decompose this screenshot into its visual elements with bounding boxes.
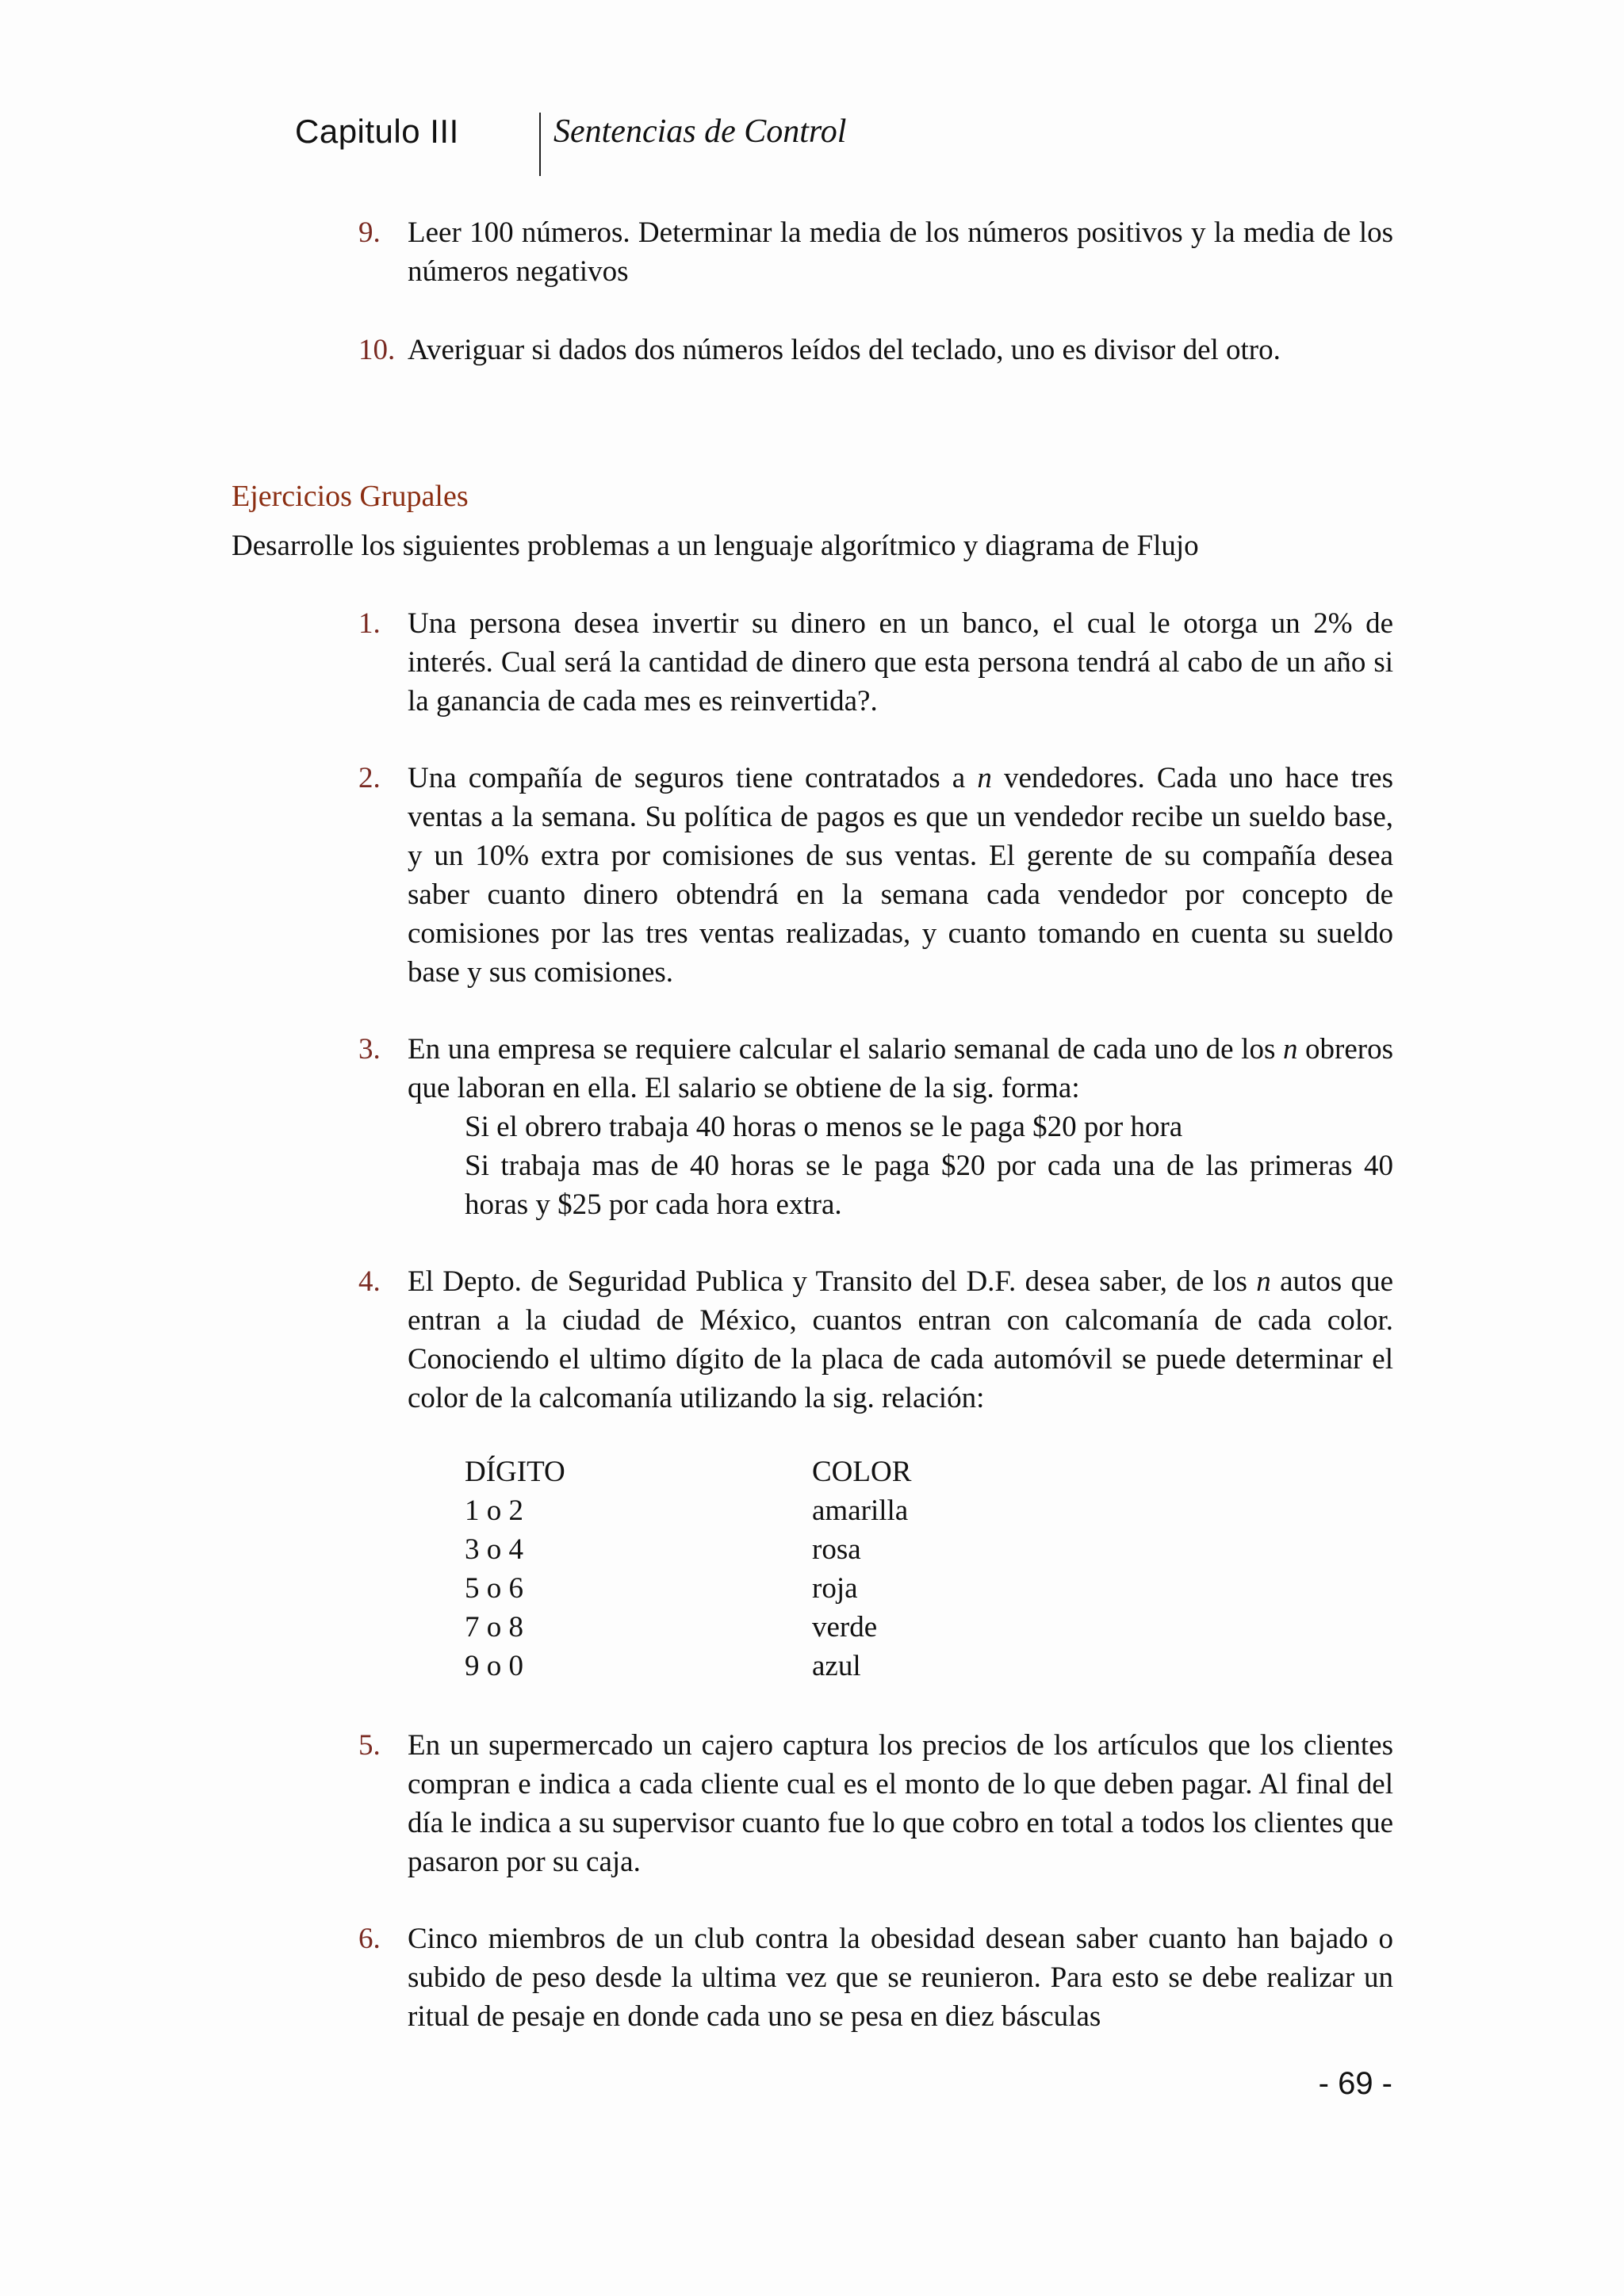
exercise-item-9: [358, 213, 1393, 291]
page-number: - 69 -: [1318, 2066, 1392, 2101]
exercise-text: Averiguar si dados dos números leídos del teclado, uno es divisor del otro.: [408, 334, 1281, 366]
exercise-text: En una empresa se requiere calcular el salario semanal de cada uno de los n obreros que laboran en ella. El salario se obtiene de la sig. forma:: [408, 1033, 1394, 1104]
variable-n: n: [1282, 1033, 1298, 1066]
exercise-text: El Depto. de Seguridad Publica y Transito del D.F. desea saber, de los n autos que entran a la ciudad de México, cuantos entran con calcomanía de cada color. Conociendo el ultimo dígito de la placa de cada automóvil se puede determinar el color de la calcomanía utilizando la sig. relación:: [408, 1265, 1393, 1414]
section-heading: Ejercicios Grupales: [232, 480, 469, 513]
exercise-text: Cinco miembros de un club contra la obesidad desean saber cuanto han bajado o subido de peso desde la ultima vez que se reunieron. Para esto se debe realizar un ritual de pesaje en donde cada uno se pesa en diez básculas: [408, 1923, 1393, 2033]
exercise-item-2: [358, 759, 1393, 992]
exercise-item-3: [358, 1030, 1393, 1224]
exercise-number: 4.: [358, 1265, 381, 1298]
exercise-text: Una persona desea invertir su dinero en un banco, el cual le otorga un 2% de interés. Cual será la cantidad de dinero que esta persona tendrá al cabo de un año si la ganancia de cada mes es reinvertida?.: [408, 607, 1393, 718]
header-divider: [539, 113, 541, 176]
exercise-text: En un supermercado un cajero captura los precios de los artículos que los clientes compran e indica a cada cliente cual es el monto de lo que deben pagar. Al final del día le indica a su supervisor cuanto fue lo que cobro en total a todos los clientes que pasaron por su caja.: [408, 1729, 1393, 1878]
chapter-label: Capitulo III: [295, 113, 459, 150]
exercise-item-1: [358, 604, 1393, 721]
exercise-number: 5.: [358, 1729, 381, 1762]
exercise-number: 10.: [358, 334, 396, 366]
exercise-item-5: [358, 1726, 1393, 1881]
table-cell-digit: 1 o 2: [465, 1494, 523, 1527]
exercise-item-6: [358, 1919, 1393, 2036]
variable-n: n: [1256, 1265, 1271, 1298]
exercise-text: Leer 100 números. Determinar la media de los números positivos y la media de los números negativos: [408, 216, 1393, 288]
table-header-digit: DÍGITO: [465, 1456, 565, 1488]
table-cell-digit: 3 o 4: [465, 1533, 523, 1566]
table-cell-digit: 7 o 8: [465, 1611, 523, 1644]
exercise-number: 1.: [358, 607, 381, 640]
exercise-item-10: [358, 331, 1393, 369]
section-title: Sentencias de Control: [553, 113, 847, 150]
table-cell-color: amarilla: [812, 1494, 909, 1527]
table-cell-color: roja: [812, 1572, 858, 1605]
exercise-number: 2.: [358, 762, 381, 794]
exercise-number: 3.: [358, 1033, 381, 1066]
table-header-color: COLOR: [812, 1456, 912, 1488]
exercise-item-4: [358, 1262, 1393, 1418]
exercise-number: 9.: [358, 216, 381, 249]
table-cell-color: azul: [812, 1650, 861, 1682]
exercise-subtext: Si el obrero trabaja 40 horas o menos se le paga $20 por hora: [465, 1111, 1183, 1143]
exercise-number: 6.: [358, 1923, 381, 1955]
table-cell-color: verde: [812, 1611, 878, 1644]
table-cell-digit: 9 o 0: [465, 1650, 523, 1682]
section-intro: Desarrolle los siguientes problemas a un lenguaje algorítmico y diagrama de Flujo: [232, 530, 1199, 562]
table-cell-color: rosa: [812, 1533, 861, 1566]
exercise-text: Una compañía de seguros tiene contratados a n vendedores. Cada uno hace tres ventas a la semana. Su política de pagos es que un vendedor recibe un sueldo base, y un 10% extra por comisiones de sus ventas. El gerente de su compañía desea saber cuanto dinero obtendrá en la semana cada vendedor por concepto de comisiones por las tres ventas realizadas, y cuanto tomando en cuenta su sueldo base y sus comisiones.: [408, 762, 1394, 989]
exercise-subtext: Si trabaja mas de 40 horas se le paga $20 por cada una de las primeras 40 horas y $25 por cada hora extra.: [465, 1150, 1393, 1221]
variable-n: n: [977, 762, 992, 794]
table-cell-digit: 5 o 6: [465, 1572, 523, 1605]
